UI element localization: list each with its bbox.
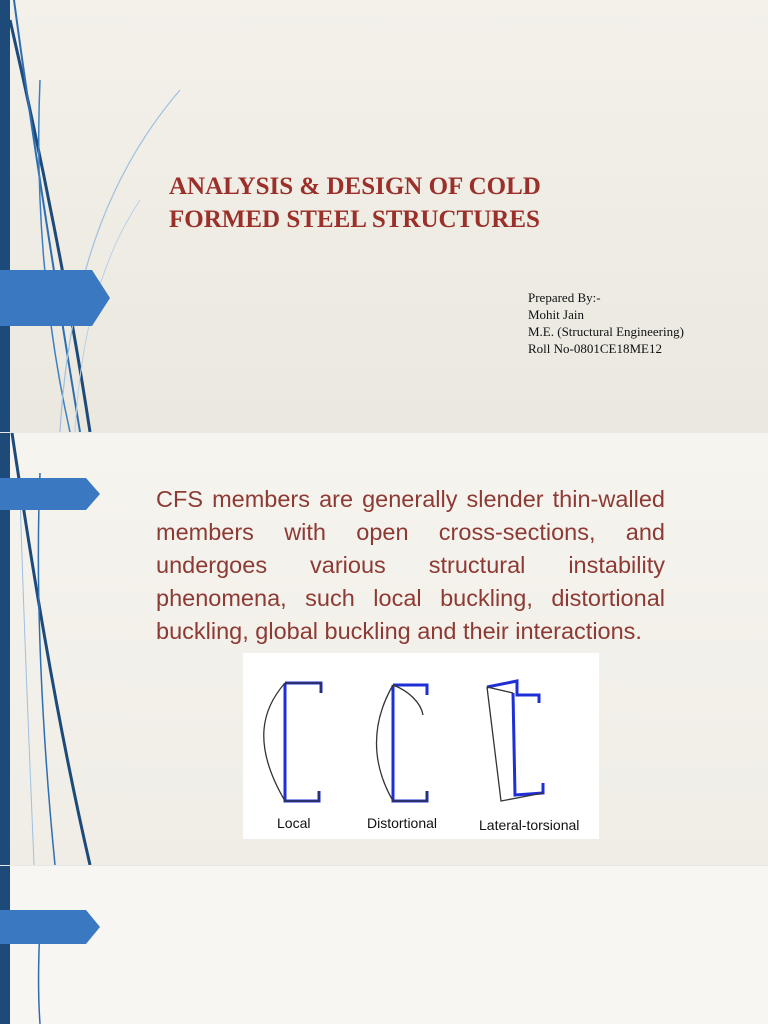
buckling-modes-diagram bbox=[243, 653, 599, 839]
credit-line: Roll No-0801CE18ME12 bbox=[528, 341, 662, 356]
body-paragraph: CFS members are generally slender thin-walled members with open cross-sections, and undergoes various structural instability phenomena, such local buckling, distortional buckling, global buckling and their interactions. bbox=[156, 486, 665, 644]
title-slide bbox=[0, 0, 768, 432]
author-credits bbox=[528, 289, 748, 357]
arrow-tab-icon bbox=[0, 270, 112, 326]
next-slide-partial bbox=[0, 866, 768, 1024]
arrow-tab-icon bbox=[0, 910, 102, 944]
decorative-curves bbox=[0, 866, 80, 1024]
credit-line: M.E. (Structural Engineering) bbox=[528, 324, 684, 339]
presentation-title: ANALYSIS & DESIGN OF COLD FORMED STEEL STRUCTURES bbox=[169, 173, 541, 233]
credit-line: Mohit Jain bbox=[528, 307, 584, 322]
figure-label-distortional: Distortional bbox=[367, 815, 438, 831]
buckling-modes-figure bbox=[243, 653, 599, 839]
arrow-tab-icon bbox=[0, 478, 102, 510]
distortional-buckling-shape bbox=[393, 685, 427, 801]
figure-label-lateral-torsional: Lateral-torsional bbox=[479, 817, 580, 833]
figure-label-local: Local bbox=[277, 815, 311, 831]
lateral-torsional-shape bbox=[487, 681, 543, 795]
local-buckling-shape bbox=[285, 683, 321, 801]
credit-line: Prepared By:- bbox=[528, 290, 601, 305]
content-slide bbox=[0, 433, 768, 865]
